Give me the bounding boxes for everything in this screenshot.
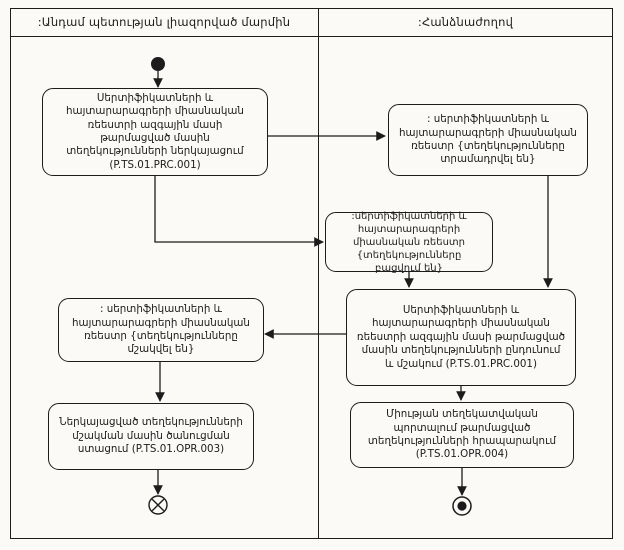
object-node-loaded-label: :սերտիֆիկատների և հայտարարագրերի միասնական ռեեստր {տեղեկությունները բացվում են}: [351, 210, 467, 274]
activity-final-icon: [453, 497, 471, 515]
object-node-provided-label: : սերտիֆիկատների և հայտարարագրերի միասնական ռեեստր {տեղեկությունները տրամադրվել են}: [399, 113, 577, 166]
object-node-processed: [58, 298, 264, 362]
activity-publish-portal-label: Միության տեղեկատվական պորտալում թարմացված տեղեկությունների հրապարակում (P.TS.01.OPR.004): [367, 408, 557, 461]
edge-submit-to-loaded: [155, 176, 323, 242]
object-node-loaded: [325, 212, 493, 272]
activity-publish-portal: [350, 402, 574, 468]
object-node-provided: [388, 104, 588, 176]
activity-receive-process: [346, 289, 576, 386]
initial-node-icon: [151, 57, 165, 71]
lane-header-commission-label: :Հանձնաժողով: [417, 15, 514, 29]
flow-final-icon: [149, 496, 167, 514]
activity-submit-info-label: Սերտիֆիկատների և հայտարարագրերի միասնական ռեեստրի ազգային մասի թարմացված մասին տեղեկությունների ներկայացում (P.TS.01.PRC.001): [66, 91, 244, 171]
lane-header-member-state-label: :Անդամ պետության լիազորված մարմին: [37, 15, 291, 29]
activity-receive-process-label: Սերտիֆիկատների և հայտարարագրերի միասնական ռեեստրի ազգային մասի թարմացված մասին տեղեկությունների ընդունում և մշակում (P.TS.01.PRC.001): [356, 304, 566, 370]
activity-receive-notice-label: Ներկայացված տեղեկությունների մշակման մասին ծանուցման ստացում (P.TS.01.OPR.003): [59, 416, 243, 456]
activity-submit-info: [42, 88, 268, 176]
activity-receive-notice: [48, 403, 254, 470]
object-node-processed-label: : սերտիֆիկատների և հայտարարագրերի միասնական ռեեստր {տեղեկությունները մշակվել են}: [72, 303, 250, 356]
